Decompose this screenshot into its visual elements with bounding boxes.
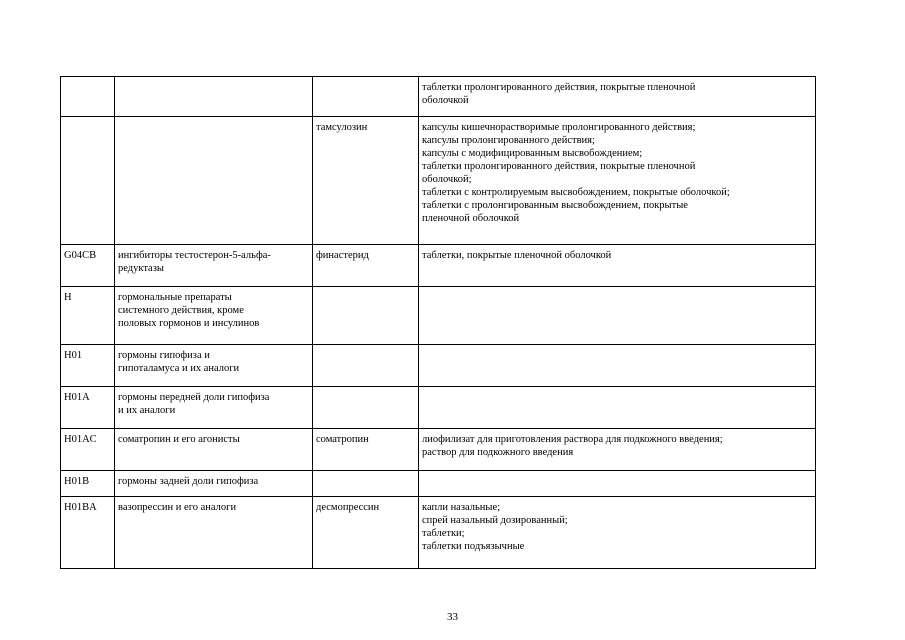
group-text-line: ингибиторы тестостерон-5-альфа-	[118, 250, 271, 261]
dosage-form-line: таблетки;	[422, 528, 465, 539]
table-row	[61, 429, 816, 471]
atc-group-cell	[115, 287, 313, 345]
dosage-form-line: лиофилизат для приготовления раствора для подкожного введения;	[422, 434, 723, 445]
drug-table-body	[61, 77, 816, 569]
drug-table	[60, 76, 816, 569]
atc-code-cell: H01A	[61, 387, 115, 429]
dosage-form-cell	[419, 497, 816, 569]
atc-code-cell	[61, 77, 115, 117]
drug-name-cell: финастерид	[313, 245, 419, 287]
group-text-line: гормоны гипофиза и	[118, 350, 210, 361]
group-text-line: половых гормонов и инсулинов	[118, 318, 260, 329]
table-row	[61, 345, 816, 387]
dosage-form-line: таблетки с пролонгированным высвобождением, покрытые	[422, 200, 688, 211]
atc-code-cell: H01B	[61, 471, 115, 497]
drug-name-cell: соматропин	[313, 429, 419, 471]
atc-code-cell: H01AC	[61, 429, 115, 471]
atc-group-cell	[115, 497, 313, 569]
group-text-line: гормоны передней доли гипофиза	[118, 392, 270, 403]
group-text-line: и их аналоги	[118, 405, 176, 416]
dosage-form-line: таблетки пролонгированного действия, покрытые пленочной	[422, 161, 696, 172]
dosage-form-cell	[419, 471, 816, 497]
dosage-form-cell	[419, 429, 816, 471]
dosage-form-line: таблетки подъязычные	[422, 541, 525, 552]
dosage-form-cell	[419, 245, 816, 287]
dosage-form-line: пленочной оболочкой	[422, 213, 520, 224]
dosage-form-cell	[419, 77, 816, 117]
drug-name-cell	[313, 345, 419, 387]
dosage-form-line: капсулы кишечнорастворимые пролонгированного действия;	[422, 122, 696, 133]
drug-name-cell: тамсулозин	[313, 117, 419, 245]
group-text-line: гормональные препараты	[118, 292, 232, 303]
drug-name-cell	[313, 77, 419, 117]
atc-group-cell	[115, 245, 313, 287]
table-row	[61, 117, 816, 245]
atc-code-cell: H	[61, 287, 115, 345]
table-row	[61, 245, 816, 287]
dosage-form-line: раствор для подкожного введения	[422, 447, 574, 458]
atc-group-cell	[115, 387, 313, 429]
dosage-form-cell	[419, 287, 816, 345]
group-text-line: гипоталамуса и их аналоги	[118, 363, 240, 374]
group-text-line: соматропин и его агонисты	[118, 434, 240, 445]
dosage-form-line: таблетки с контролируемым высвобождением, покрытые оболочкой;	[422, 187, 730, 198]
dosage-form-line: таблетки пролонгированного действия, покрытые пленочной	[422, 82, 696, 93]
dosage-form-line: оболочкой	[422, 95, 469, 106]
table-row	[61, 471, 816, 497]
drug-name-cell: десмопрессин	[313, 497, 419, 569]
drug-name-cell	[313, 287, 419, 345]
table-row	[61, 387, 816, 429]
dosage-form-line: оболочкой;	[422, 174, 472, 185]
drug-name-cell	[313, 471, 419, 497]
atc-group-cell	[115, 471, 313, 497]
dosage-form-cell	[419, 345, 816, 387]
table-row	[61, 287, 816, 345]
atc-group-cell	[115, 345, 313, 387]
atc-group-cell	[115, 429, 313, 471]
table-row	[61, 77, 816, 117]
dosage-form-line: капсулы пролонгированного действия;	[422, 135, 595, 146]
dosage-form-line: капсулы с модифицированным высвобождением;	[422, 148, 643, 159]
dosage-form-cell	[419, 387, 816, 429]
atc-group-cell	[115, 117, 313, 245]
atc-group-cell	[115, 77, 313, 117]
atc-code-cell	[61, 117, 115, 245]
table-row	[61, 497, 816, 569]
dosage-form-line: спрей назальный дозированный;	[422, 515, 568, 526]
drug-name-cell	[313, 387, 419, 429]
atc-code-cell: G04CB	[61, 245, 115, 287]
group-text-line: гормоны задней доли гипофиза	[118, 476, 259, 487]
dosage-form-line: капли назальные;	[422, 502, 501, 513]
group-text-line: вазопрессин и его аналоги	[118, 502, 237, 513]
page-number: 33	[447, 611, 458, 623]
group-text-line: редуктазы	[118, 263, 164, 274]
atc-code-cell: H01	[61, 345, 115, 387]
dosage-form-line: таблетки, покрытые пленочной оболочкой	[422, 250, 612, 261]
atc-code-cell: H01BA	[61, 497, 115, 569]
dosage-form-cell	[419, 117, 816, 245]
group-text-line: системного действия, кроме	[118, 305, 244, 316]
